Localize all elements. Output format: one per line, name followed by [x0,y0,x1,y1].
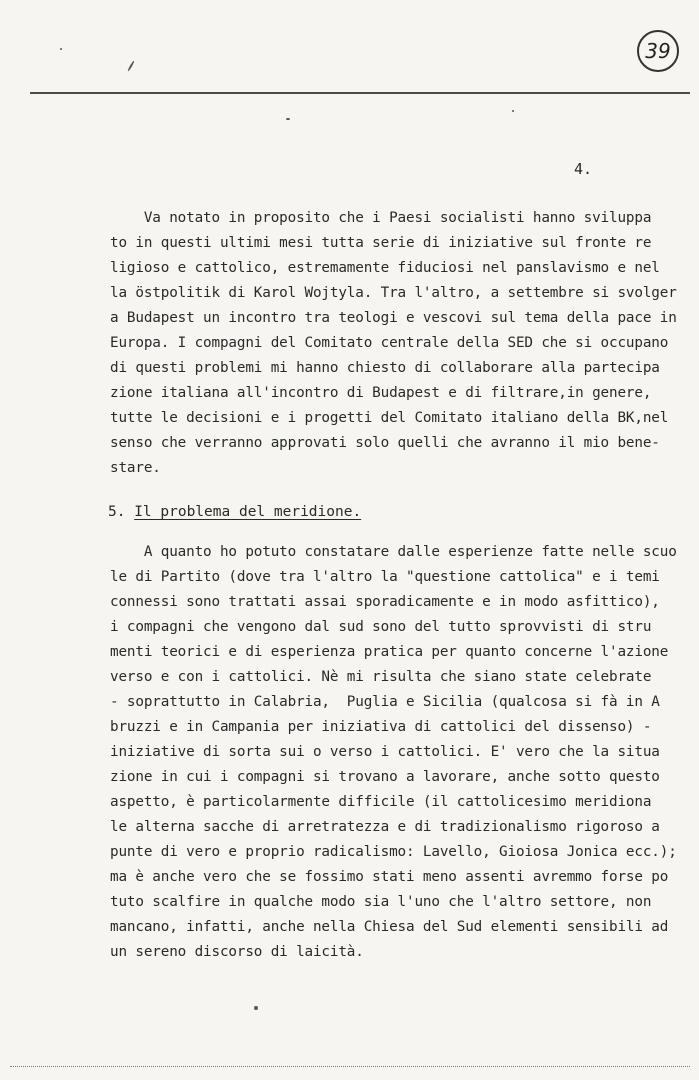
text-line: stare. [110,460,161,476]
archive-page-stamp [637,30,679,72]
text-line: Europa. I compagni del Comitato centrale della SED che si occupano [110,335,669,351]
page-number: 4. [574,160,593,178]
text-line: ma è anche vero che se fossimo stati meno assenti avremmo forse po [110,869,669,885]
section-heading [108,504,361,520]
text-line: mancano, infatti, anche nella Chiesa del Sud elementi sensibili ad [110,919,669,935]
text-line: ligioso e cattolico, estremamente fiduciosi nel panslavismo e nel [110,260,660,276]
text-line: zione italiana all'incontro di Budapest e di filtrare,in genere, [110,385,652,401]
text-line: connessi sono trattati assai sporadicamente e in modo asfittico), [110,594,660,610]
text-line: Va notato in proposito che i Paesi socialisti hanno sviluppa [110,210,652,226]
text-line: a Budapest un incontro tra teologi e vescovi sul tema della pace in [110,310,677,326]
speck-mark [127,60,135,71]
speck-mark [286,118,290,120]
text-line: bruzzi e in Campania per iniziativa di cattolici del dissenso) - [110,719,652,735]
text-line: verso e con i cattolici. Nè mi risulta che siano state celebrate [110,669,652,685]
stamp-number: 39 [645,39,671,63]
text-line: tutte le decisioni e i progetti del Comitato italiano della BK,nel [110,410,669,426]
text-line: di questi problemi mi hanno chiesto di collaborare alla partecipa [110,360,660,376]
text-line: menti teorici e di esperienza pratica per quanto concerne l'azione [110,644,669,660]
text-line: le di Partito (dove tra l'altro la "questione cattolica" e i temi [110,569,660,585]
text-line: la östpolitik di Karol Wojtyla. Tra l'altro, a settembre si svolger [110,285,677,301]
text-line: i compagni che vengono dal sud sono del tutto sprovvisti di stru [110,619,652,635]
text-line: - soprattutto in Calabria, Puglia e Sicilia (qualcosa si fà in A [110,694,660,710]
text-line: zione in cui i compagni si trovano a lavorare, anche sotto questo [110,769,660,785]
speck-mark [60,48,62,50]
bottom-rule [10,1066,690,1067]
section-number: 5. [108,504,126,520]
text-line: un sereno discorso di laicità. [110,944,364,960]
text-line: senso che verranno approvati solo quelli che avranno il mio bene- [110,435,660,451]
text-line: punte di vero e proprio radicalismo: Lavello, Gioiosa Jonica ecc.); [110,844,677,860]
speck-mark [254,1006,258,1010]
text-line: iniziative di sorta sui o verso i cattolici. E' vero che la situa [110,744,660,760]
text-line: aspetto, è particolarmente difficile (il cattolicesimo meridiona [110,794,652,810]
text-line: tuto scalfire in qualche modo sia l'uno che l'altro settore, non [110,894,652,910]
text-line: le alterna sacche di arretratezza e di tradizionalismo rigoroso a [110,819,660,835]
speck-mark [512,110,514,112]
section-title: Il problema del meridione. [134,504,362,520]
top-rule [30,92,690,94]
text-line: to in questi ultimi mesi tutta serie di iniziative sul fronte re [110,235,652,251]
text-line: A quanto ho potuto constatare dalle esperienze fatte nelle scuo [110,544,677,560]
